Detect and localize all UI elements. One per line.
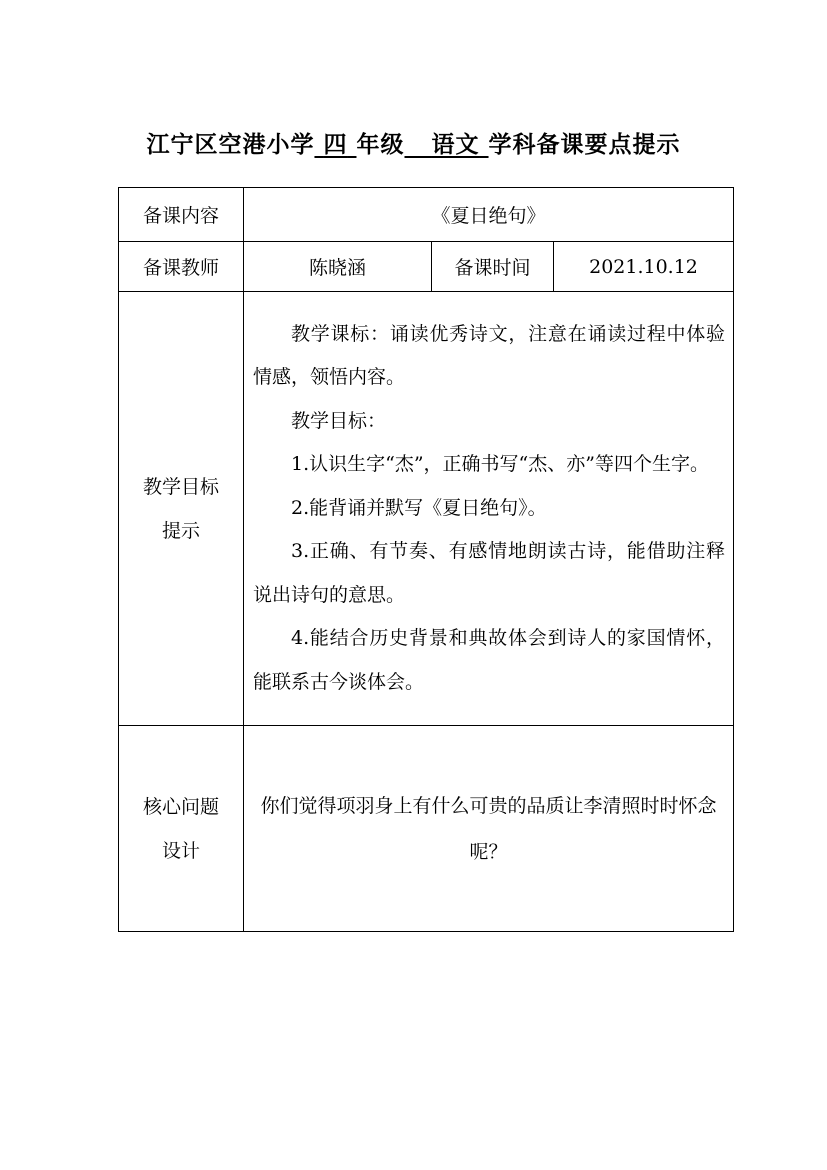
- page-title: [0, 126, 827, 159]
- title-suffix: 学科备课要点提示: [488, 131, 681, 158]
- time-label: 备课时间: [432, 242, 554, 292]
- lesson-plan-table: [118, 187, 734, 932]
- grade-suffix: 年级: [356, 131, 405, 158]
- subject-blank: [404, 131, 488, 158]
- question-label-line2: 设计: [161, 839, 200, 862]
- school-name: 江宁区空港小学: [146, 131, 315, 158]
- content-label: 备课内容: [119, 188, 244, 242]
- goal-item: 1.认识生字“杰”，正确书写“杰、亦”等四个生字。: [291, 453, 709, 476]
- goals-heading: 教学目标：: [291, 409, 387, 432]
- goal-item: 2.能背诵并默写《夏日绝句》。: [291, 496, 547, 519]
- question-row: [119, 726, 734, 932]
- content-value: 《夏日绝句》: [244, 188, 734, 242]
- core-question: 你们觉得项羽身上有什么可贵的品质让李清照时时怀念呢？: [244, 726, 734, 932]
- curriculum-standard: 教学课标：诵读优秀诗文，注意在诵读过程中体验情感，领悟内容。: [253, 322, 726, 389]
- teacher-value: 陈晓涵: [244, 242, 432, 292]
- question-label-line1: 核心问题: [142, 795, 219, 818]
- teacher-label: 备课教师: [119, 242, 244, 292]
- goals-row: [119, 292, 734, 726]
- teacher-row: [119, 242, 734, 292]
- grade-value: 四: [323, 131, 348, 158]
- goal-item: 3.正确、有节奏、有感情地朗读古诗，能借助注释说出诗句的意思。: [253, 540, 726, 606]
- goals-label-line1: 教学目标: [142, 475, 219, 498]
- question-label: [119, 726, 244, 932]
- grade-blank: [314, 131, 356, 158]
- time-value: 2021.10.12: [554, 242, 734, 292]
- goal-item: 4.能结合历史背景和典故体会到诗人的家国情怀，能联系古今谈体会。: [253, 627, 726, 693]
- goals-label-line2: 提示: [161, 519, 200, 542]
- goals-content: [244, 292, 734, 726]
- subject-value: 语文: [431, 131, 480, 158]
- goals-label: [119, 292, 244, 726]
- content-row: [119, 188, 734, 242]
